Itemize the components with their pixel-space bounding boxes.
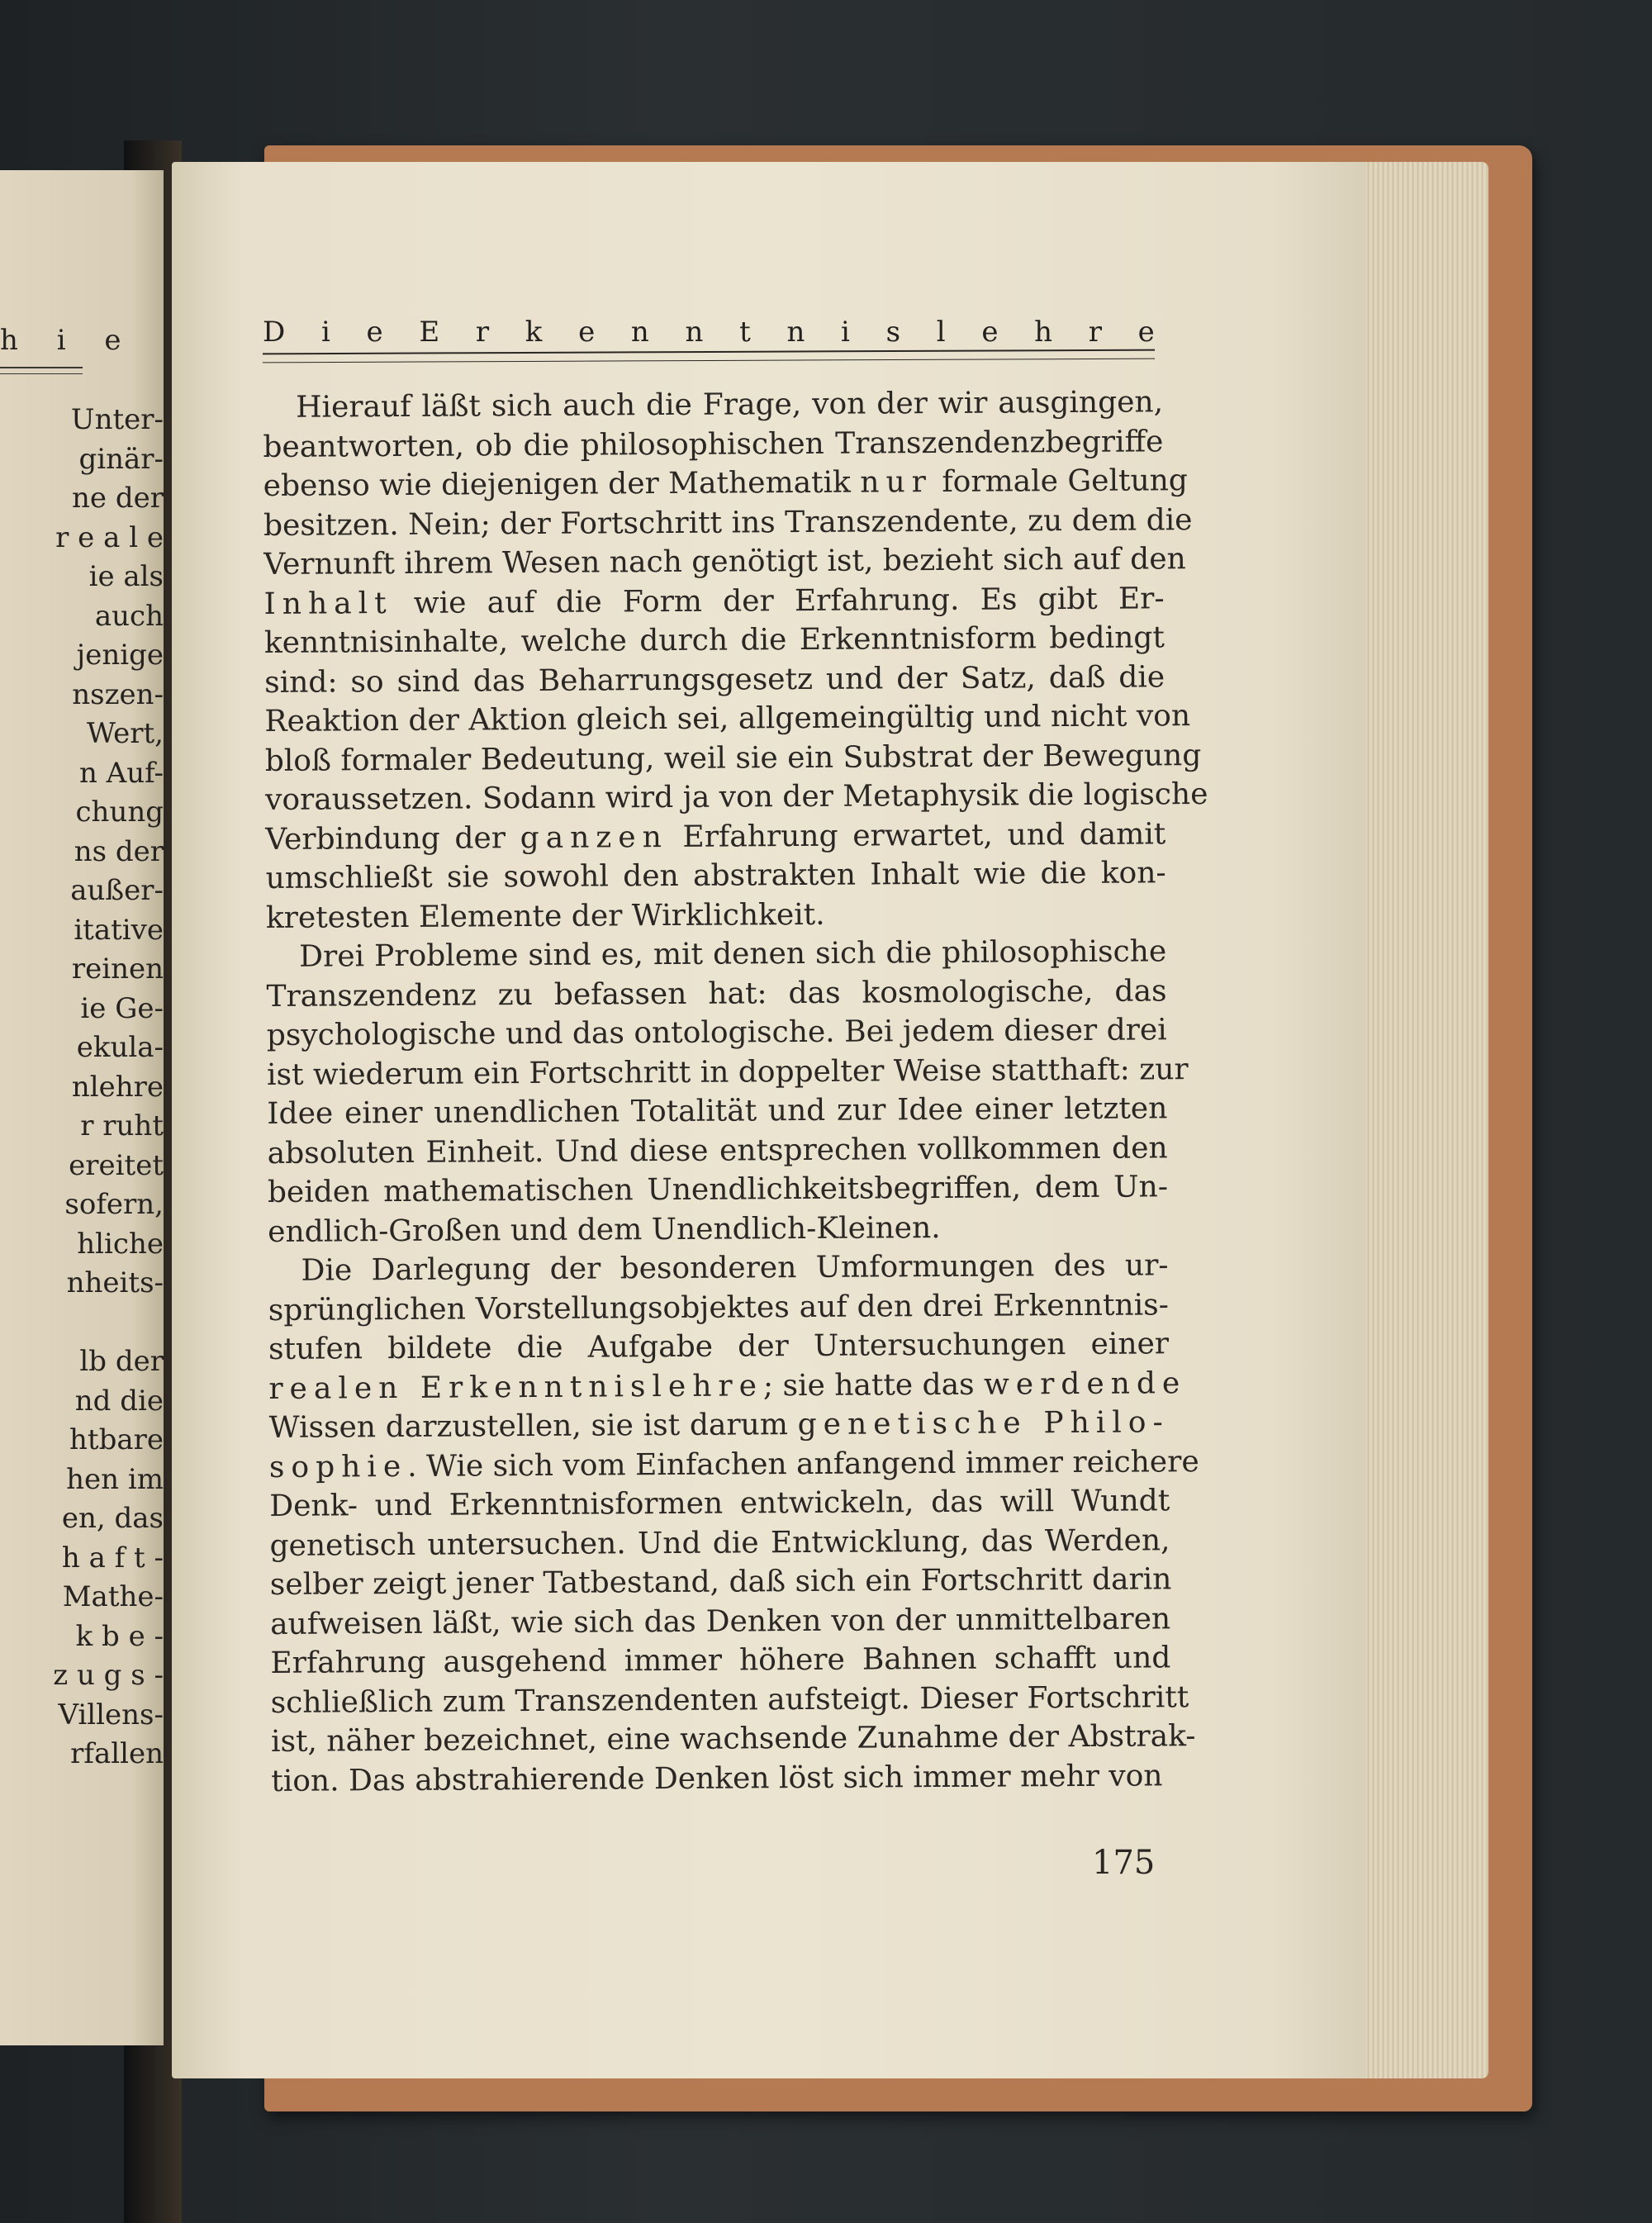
running-head-letter: l bbox=[936, 316, 946, 349]
text-line bbox=[270, 1599, 1170, 1644]
text-segment: beiden mathematischen Unendlichkeitsbegriffen, dem Un- bbox=[267, 1170, 1169, 1209]
left-page-line: h a f t - bbox=[61, 1541, 164, 1575]
text-segment: Die Darlegung der besonderen Umformungen des ur- bbox=[301, 1248, 1169, 1288]
left-page-line: htbare bbox=[69, 1423, 164, 1456]
text-line bbox=[268, 1207, 1168, 1252]
text-segment: besitzen. Nein; der Fortschritt ins Transzendente, zu dem die bbox=[263, 502, 1193, 543]
left-page-line: ginär- bbox=[78, 442, 164, 476]
running-head-letter: k bbox=[525, 316, 543, 349]
text-segment: Reaktion der Aktion gleich sei, allgemeingültig und nicht von bbox=[264, 699, 1191, 739]
text-segment: wie auf die Form der Erfahrung. Es gibt Er- bbox=[392, 581, 1165, 620]
text-segment: Denk- und Erkenntnisformen entwickeln, das will Wundt bbox=[269, 1484, 1170, 1523]
text-line bbox=[268, 1364, 1187, 1408]
left-page-line: Villens- bbox=[58, 1698, 164, 1731]
left-page-line: ns der bbox=[74, 834, 164, 868]
text-line bbox=[271, 1756, 1171, 1801]
left-page-line: auch bbox=[94, 599, 164, 633]
text-line bbox=[270, 1638, 1170, 1683]
text-line bbox=[268, 1324, 1169, 1369]
text-line bbox=[263, 579, 1164, 624]
left-page-line: ereitet bbox=[69, 1148, 164, 1182]
left-page-text bbox=[0, 170, 164, 2045]
text-line bbox=[270, 1717, 1196, 1761]
text-line bbox=[265, 815, 1165, 859]
text-line bbox=[268, 1246, 1168, 1290]
left-page-line: en, das bbox=[61, 1502, 164, 1535]
text-line bbox=[264, 696, 1191, 741]
text-segment: psychologische und das ontologische. Bei jedem dieser drei bbox=[266, 1013, 1167, 1052]
running-head-letter: h bbox=[1034, 316, 1053, 349]
left-page-line: itative bbox=[74, 913, 164, 947]
left-page-line: sofern, bbox=[64, 1188, 164, 1221]
text-segment: kenntnisinhalte, welche durch die Erkenntnisform bedingt bbox=[263, 620, 1165, 660]
running-head-letter: i bbox=[320, 316, 330, 349]
text-line bbox=[264, 775, 1208, 819]
text-line bbox=[268, 1442, 1199, 1487]
paragraph bbox=[266, 932, 1189, 1252]
paragraph bbox=[263, 382, 1208, 938]
text-line bbox=[268, 1167, 1168, 1212]
left-page-line: Unter- bbox=[70, 403, 164, 436]
text-segment: voraussetzen. Sodann wird ja von der Metaphysik die logische bbox=[264, 777, 1208, 817]
left-page-line: chung bbox=[75, 796, 164, 829]
running-head bbox=[263, 316, 1155, 349]
text-line bbox=[267, 1010, 1167, 1055]
page-edges bbox=[1355, 162, 1488, 2078]
text-segment: sind: so sind das Beharrungsgesetz und der Satz, daß die bbox=[264, 659, 1165, 700]
left-page-line: ekula- bbox=[76, 1031, 164, 1064]
text-segment: tion. Das abstrahierende Denken löst sich immer mehr von bbox=[271, 1758, 1163, 1798]
text-segment: Verbindung der bbox=[265, 820, 520, 857]
text-line bbox=[268, 1285, 1169, 1330]
text-line bbox=[269, 1481, 1170, 1526]
text-line bbox=[264, 658, 1165, 702]
left-running-head: h i e bbox=[0, 324, 136, 357]
text-line bbox=[268, 1128, 1168, 1173]
text-segment: Idee einer unendlichen Totalität und zur Idee einer letzten bbox=[267, 1091, 1168, 1131]
text-line bbox=[269, 1403, 1170, 1447]
left-page-line: n Auf- bbox=[78, 756, 164, 790]
left-page-line: k b e - bbox=[75, 1619, 164, 1653]
left-page-line: z u g s - bbox=[53, 1659, 164, 1692]
left-page-line: Wert, bbox=[86, 717, 164, 750]
text-segment: ist wiederum ein Fortschritt in doppelter Weise statthaft: zur bbox=[266, 1052, 1189, 1092]
running-head-letter: e bbox=[981, 316, 999, 349]
running-head-letter: E bbox=[419, 316, 440, 349]
text-segment: Erfahrung ausgehend immer höhere Bahnen schafft und bbox=[270, 1641, 1171, 1680]
running-head-letter: e bbox=[578, 316, 596, 349]
left-page-line: nszen- bbox=[72, 677, 164, 711]
running-head-letter: t bbox=[739, 316, 751, 349]
text-line bbox=[263, 501, 1193, 545]
spaced-emphasis: realen Erkenntnislehre bbox=[268, 1368, 764, 1406]
running-head-letter: n bbox=[786, 316, 805, 349]
running-head-letter: i bbox=[841, 316, 850, 349]
left-page-line: r ruht bbox=[80, 1109, 164, 1142]
left-page-line: Mathe- bbox=[62, 1580, 164, 1613]
spaced-emphasis: sophie bbox=[268, 1449, 408, 1484]
running-head-letter: e bbox=[1137, 316, 1155, 349]
spaced-emphasis: genetische Philo- bbox=[797, 1405, 1170, 1442]
running-head-letter: D bbox=[263, 316, 286, 349]
text-line bbox=[263, 461, 1189, 506]
text-line bbox=[264, 736, 1202, 781]
text-line bbox=[267, 1089, 1167, 1133]
text-segment: stufen bildete die Aufgabe der Untersuchungen einer bbox=[268, 1327, 1170, 1366]
running-head-letter: e bbox=[366, 316, 383, 349]
text-segment: ebenso wie diejenigen der Mathematik bbox=[263, 465, 861, 503]
text-segment: ; sie hatte das bbox=[762, 1367, 985, 1403]
text-line bbox=[270, 1560, 1170, 1604]
text-line bbox=[263, 422, 1163, 467]
text-line bbox=[269, 1521, 1170, 1565]
text-segment: absoluten Einheit. Und diese entsprechen vollkommen den bbox=[267, 1130, 1168, 1171]
left-page-line: hen im bbox=[66, 1462, 164, 1496]
text-segment: bloß formaler Bedeutung, weil sie ein Substrat der Bewegung bbox=[264, 738, 1202, 778]
text-segment: Erfahrung erwartet, und damit bbox=[667, 816, 1166, 854]
text-line bbox=[266, 1050, 1189, 1095]
page-number: 175 bbox=[1092, 1844, 1156, 1882]
text-segment: Drei Probleme sind es, mit denen sich die philosophische bbox=[299, 934, 1167, 974]
spaced-emphasis: nur bbox=[860, 465, 933, 500]
text-segment: aufweisen läßt, wie sich das Denken von der unmittelbaren bbox=[270, 1601, 1171, 1641]
running-head-letter: r bbox=[1088, 316, 1102, 349]
spaced-emphasis: Inhalt bbox=[263, 586, 393, 621]
text-segment: Vernunft ihrem Wesen nach genötigt ist, bezieht sich auf den bbox=[263, 542, 1186, 582]
spaced-emphasis: werdende bbox=[983, 1366, 1187, 1402]
text-line bbox=[263, 539, 1186, 584]
text-segment: . Wie sich vom Einfachen anfangend immer reichere bbox=[407, 1444, 1199, 1484]
text-segment: kretesten Elemente der Wirklichkeit. bbox=[265, 897, 825, 935]
left-page-line: nd die bbox=[74, 1384, 164, 1418]
left-page-line: außer- bbox=[70, 874, 164, 907]
text-line bbox=[266, 971, 1166, 1016]
text-line bbox=[266, 932, 1166, 976]
left-page-line: ne der bbox=[72, 482, 164, 515]
text-segment: sprünglichen Vorstellungsobjektes auf den drei Erkenntnis- bbox=[268, 1287, 1169, 1328]
text-segment: umschließt sie sowohl den abstrakten Inhalt wie die kon- bbox=[265, 856, 1166, 895]
text-segment: schließlich zum Transzendenten aufsteigt. Dieser Fortschritt bbox=[270, 1679, 1189, 1720]
left-page-line: lb der bbox=[79, 1345, 164, 1378]
running-head-letter: r bbox=[475, 316, 490, 349]
left-page-line: rfallen bbox=[70, 1737, 164, 1770]
left-page-line: r e a l e bbox=[55, 520, 164, 554]
text-segment: formale Geltung bbox=[932, 463, 1189, 500]
left-page-line: ie als bbox=[88, 560, 164, 593]
text-segment: endlich-Großen und dem Unendlich-Kleinen. bbox=[268, 1210, 941, 1249]
text-segment: Hierauf läßt sich auch die Frage, von der wir ausgingen, bbox=[296, 385, 1164, 425]
left-page-line: nlehre bbox=[71, 1070, 164, 1104]
running-head-letter: s bbox=[885, 316, 901, 349]
running-head-letter: n bbox=[630, 316, 649, 349]
text-segment: selber zeigt jener Tatbestand, daß sich ein Fortschritt darin bbox=[269, 1562, 1172, 1602]
text-segment: Wissen darzustellen, sie ist darum bbox=[268, 1408, 798, 1445]
left-page-line: reinen bbox=[71, 952, 164, 986]
left-page bbox=[0, 170, 164, 2045]
paragraph bbox=[268, 1246, 1199, 1801]
text-line bbox=[266, 893, 1166, 938]
text-line bbox=[263, 382, 1163, 427]
running-head-letter: n bbox=[685, 316, 704, 349]
text-segment: ist, näher bezeichnet, eine wachsende Zunahme der Abstrak- bbox=[270, 1719, 1196, 1759]
left-page-line: nheits- bbox=[66, 1266, 164, 1299]
left-page-line: jenige bbox=[76, 639, 164, 672]
body-text bbox=[263, 382, 1208, 1801]
left-page-line: ie Ge- bbox=[80, 991, 164, 1025]
text-segment: genetisch untersuchen. Und die Entwicklung, das Werden, bbox=[269, 1522, 1170, 1563]
left-page-line: hliche bbox=[77, 1227, 164, 1261]
text-segment: beantworten, ob die philosophischen Transzendenzbegriffe bbox=[263, 424, 1164, 464]
spaced-emphasis: ganzen bbox=[520, 819, 668, 855]
text-segment: Transzendenz zu befassen hat: das kosmologische, das bbox=[266, 973, 1167, 1014]
text-line bbox=[270, 1678, 1189, 1722]
text-line bbox=[265, 853, 1165, 898]
text-line bbox=[264, 618, 1165, 663]
